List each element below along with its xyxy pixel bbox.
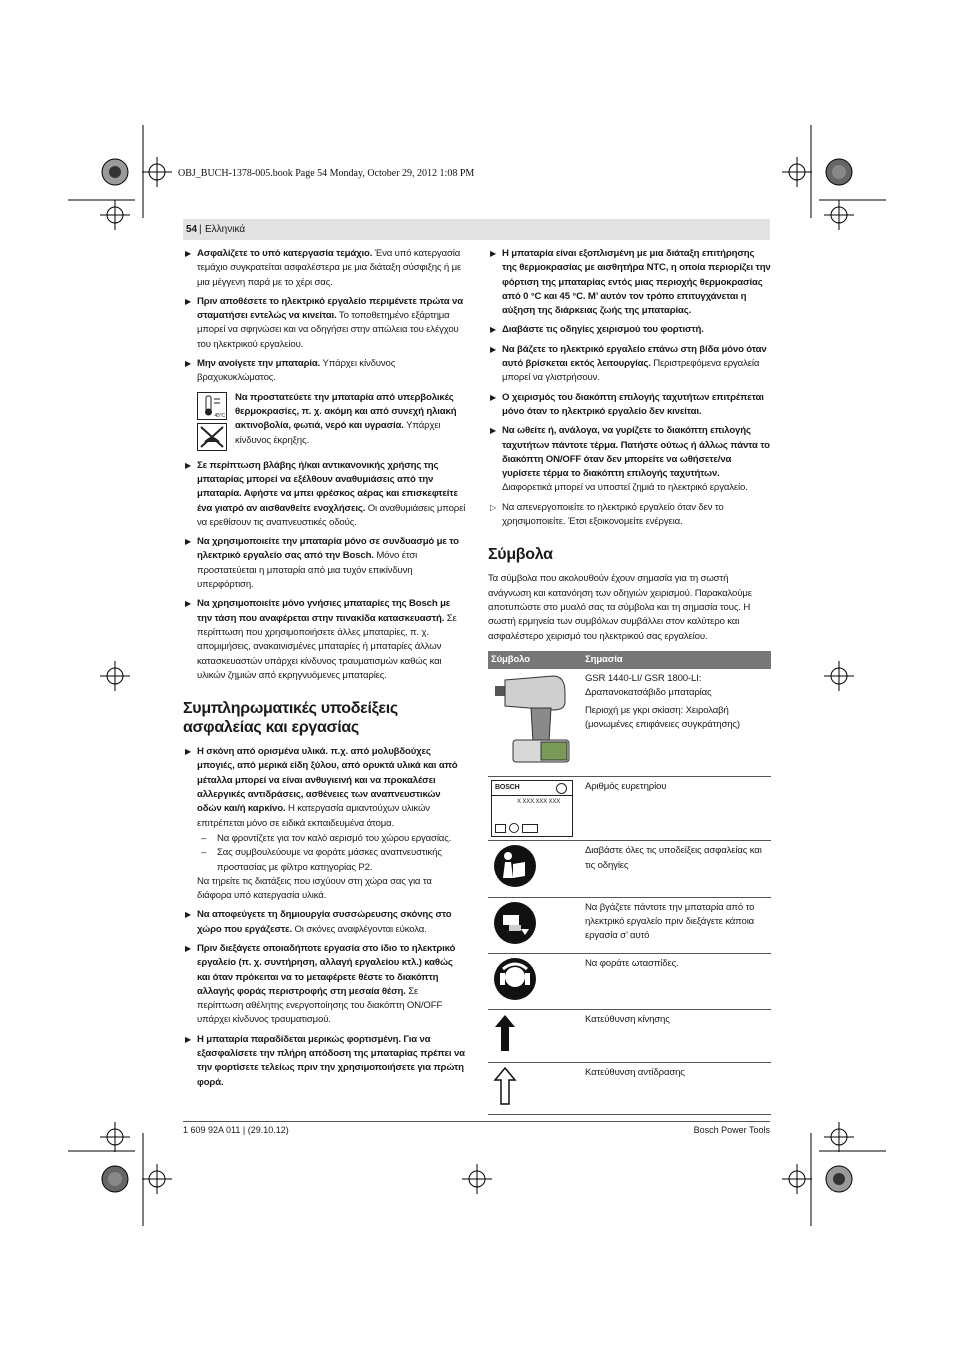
symbol-meaning: GSR 1440-LI/ GSR 1800-LI: Δραπανοκατσάβιδο μπαταρίας — [585, 673, 712, 699]
arrow-outline-icon — [488, 1062, 582, 1114]
symbol-meaning: Περιοχή με γκρι σκίαση: Χειρολαβή (μονωμένες επιφάνειες συγκράτησης) — [585, 704, 740, 731]
symbol-meaning: Κατεύθυνση αντίδρασης — [585, 1066, 685, 1078]
symbols-title: Σύμβολα — [488, 546, 553, 564]
page-number: 54 — [186, 224, 198, 235]
symbol-meaning: Διαβάστε όλες τις υποδείξεις ασφαλείας και τις οδηγίες — [585, 845, 762, 871]
list-item: ▷ Να απενεργοποιείτε το ηλεκτρικό εργαλείο όταν δεν το χρησιμοποιείτε. Έτσι εξοικονομείτε ενέργεια. — [490, 501, 724, 528]
left-column — [183, 247, 466, 1095]
read-manual-icon — [488, 841, 582, 897]
symbol-meaning: Αριθμός ευρετηρίου — [585, 781, 667, 793]
symbol-meaning: Να φοράτε ωτασπίδες. — [585, 958, 679, 970]
list-item: ▶ Να χρησιμοποιείτε την μπαταρία μόνο σε συνδυασμό με το ηλεκτρικό εργαλείο σας από την Bosch. Μόνο έτσι προστατεύεται η μπαταρία από μια τυχόν επικίνδυνη υπερφόρτιση. — [185, 536, 459, 591]
list-item: ▶ Πριν αποθέσετε το ηλεκτρικό εργαλείο περιμένετε πρώτα να σταματήσει εντελώς να κινείται. Το τοποθετημένο εξάρτημα μπορεί να σφηνώσει και να οδηγήσει στην απώλεια του ελέγχου του ηλεκτρικού εργαλείου. — [185, 295, 463, 350]
list-item: ▶ Ασφαλίζετε το υπό κατεργασία τεμάχιο. Ένα υπό κατεργασία τεμάχιο συγκρατείται ασφαλέστερα με μια διάταξη σύσφιξης ή με μια μέγγενη παρά με το χέρι σας. — [185, 248, 462, 288]
list-item: ▶ Διαβάστε τις οδηγίες χειρισμού του φορτιστή. — [490, 324, 704, 336]
nameplate-icon: BOSCH X XXX XXX XXX — [488, 777, 582, 841]
list-item: ▶ Να αποφεύγετε τη δημιουργία συσσώρευσης σκόνης στο χώρο που εργάζεστε. Οι σκόνες αναφλέγονται εύκολα. — [185, 909, 452, 935]
symbol-meaning: Να βγάζετε πάντοτε την μπαταρία από το ηλεκτρικό εργαλείο πριν διεξάγετε κάποια εργασία σ’ αυτό — [585, 901, 755, 942]
table-row — [488, 897, 771, 953]
footer-left: 1 609 92A 011 | (29.10.12) — [183, 1125, 289, 1135]
footer-right: Bosch Power Tools — [693, 1125, 770, 1135]
list-item: ▶ Σε περίπτωση βλάβης ή/και αντικανονικής χρήσης της μπαταρίας μπορεί να εξέλθουν αναθυμιάσεις από την μπαταρία. Αφήστε να μπει φρέσκος αέρας και επισκεφτείτε ένα γιατρό αν αισθανθείτε ενοχλήσεις. Οι αναθυμιάσεις μπορεί να ερεθίσουν τις αναπνευστικές οδούς. — [185, 459, 466, 528]
thermometer-icon: 45°C — [197, 392, 227, 420]
running-header: OBJ_BUCH-1378-005.book Page 54 Monday, October 29, 2012 1:08 PM — [178, 168, 475, 179]
footer-rule — [183, 1121, 770, 1122]
table-row — [488, 1062, 771, 1114]
dash-item: – Σας συμβουλεύουμε να φοράτε μάσκες αναπνευστικής προστασίας με φίλτρο κατηγορίας P2. — [201, 847, 442, 873]
dash-item: – Να φροντίζετε για τον καλό αερισμό του χώρου εργασίας. — [201, 832, 452, 844]
list-item: ▶ Η σκόνη από ορισμένα υλικά. π.χ. από μολυβδούχες μπογιές, από μερικά είδη ξύλου, από ορυκτά υλικά και από μέταλλα μπορεί να είναι ανθυγιεινή και να προκαλέσει αλλεργικές αντιδράσεις, ασθένειες των αναπνευστικών οδών και/ή καρκίνο. Η κατεργασία αμιαντούχων υλικών επιτρέπεται μόνο σε ειδικά εκπαιδευμένα άτομα. — [185, 746, 458, 829]
dust-note: Να τηρείτε τις διατάξεις που ισχύουν στη χώρα σας για τα διάφορα υπό κατεργασία υλικά. — [197, 875, 432, 902]
remove-battery-icon — [488, 897, 582, 953]
arrow-solid-icon — [488, 1010, 582, 1062]
symbols-intro: Τα σύμβολα που ακολουθούν έχουν σημασία για τη σωστή ανάγνωση και κατανόηση των οδηγιών χειρισμού. Παρακαλούμε αποτυπώστε στο μυαλό σας τα σύμβολα και τη σημασία τους. Η σωστή ερμηνεία των συμβόλων συμβάλλει στον καλύτερο και ασφαλέστερο χειρισμό του ηλεκτρικού σας εργαλείου. — [488, 573, 752, 642]
table-row — [488, 841, 771, 897]
section-title: Συμπληρωματικές υποδείξεις ασφαλείας και εργασίας — [183, 700, 398, 737]
ear-protection-icon — [488, 954, 582, 1010]
header-language: Ελληνικά — [205, 224, 246, 235]
list-item: ▶ Να ωθείτε ή, ανάλογα, να γυρίζετε το διακόπτη επιλογής ταχυτήτων πάντοτε τέρμα. Πατήστε ούτως ή άλλως πάντα το διακόπτη ON/OFF όταν δεν μπορείτε να ωθήσετε/να γυρίσετε τέρμα το διακόπτη επιλογής ταχυτήτων. Διαφορετικά μπορεί να υποστεί ζημιά το ηλεκτρικό εργαλείο. — [490, 425, 770, 494]
header-separator: | — [199, 224, 202, 235]
list-item: ▶ Να χρησιμοποιείτε μόνο γνήσιες μπαταρίες της Bosch με την τάση που αναφέρεται στην πινακίδα κατασκευαστή. Σε περίπτωση που χρησιμοποιήσετε άλλες μπαταρίες, π. χ. απομιμήσεις, ανακαινισμένες μπαταρίες ή μπαταρίες άλλων κατασκευαστών υπάρχει κίνδυνος τραυματισμών καθώς και υλικών ζημιών από εκρηγνυόμενες μπαταρίες. — [185, 598, 457, 681]
symbol-meaning: Κατεύθυνση κίνησης — [585, 1014, 670, 1026]
table-row — [488, 1010, 771, 1062]
list-item: ▶ Να βάζετε το ηλεκτρικό εργαλείο επάνω στη βίδα μόνο όταν αυτό βρίσκεται εκτός λειτουργίας. Περιστρεφόμενα εργαλεία μπορεί να γλιστρήσουν. — [490, 343, 767, 384]
table-row — [488, 669, 771, 777]
list-item: ▶ Ο χειρισμός του διακόπτη επιλογής ταχυτήτων επιτρέπεται μόνο όταν το ηλεκτρικό εργαλείο δεν κινείται. — [490, 391, 764, 417]
heat-warning: 45°C Να προστατεύετε την μπαταρία από υπερβολικές θερμοκρασίες, π. χ. ακόμη και από συνεχή ηλιακή ακτινοβολία, φωτιά, νερό και υγρασία. Υπάρχει κίνδυνος έκρηξης. — [183, 391, 466, 453]
page-header-bar — [183, 219, 770, 240]
no-water-icon — [197, 423, 227, 451]
list-item: ▶ Η μπαταρία παραδίδεται μερικώς φορτισμένη. Για να εξασφαλίσετε την πλήρη απόδοση της μπαταρίας πρέπει να την φορτίσετε τελείως πριν την χρησιμοποιήσετε για πρώτη φορά. — [185, 1033, 465, 1088]
list-item: ▶ Η μπαταρία είναι εξοπλισμένη με μια διάταξη επιτήρησης της θερμοκρασίας με αισθητήρα NTC, η οποία περιορίζει την φόρτιση της μπαταρίας εντός μιας περιοχής θερμοκρασίας από 0 °C και 45 °C. Μ’ αυτόν τον τρόπο επιτυγχάνεται η αύξηση της διάρκειας ζωής της μπαταρίας. — [490, 248, 771, 317]
list-item: ▶ Μην ανοίγετε την μπαταρία. Υπάρχει κίνδυνος βραχυκυκλώματος. — [185, 358, 396, 384]
table-header: Σύμβολο — [488, 651, 582, 669]
list-item: ▶ Πριν διεξάγετε οποιαδήποτε εργασία στο ίδιο το ηλεκτρικό εργαλείο (π. χ. συντήρηση, αλλαγή εργαλείου κτλ.) καθώς και όταν πρόκειται να το μεταφέρετε θέστε το διακόπτη αλλαγής φοράς περιστροφής στη μεσαία θέση. Σε περίπτωση αθέλητης ενεργοποίησης του διακόπτη ON/OFF υπάρχει κίνδυνος τραυματισμού. — [185, 942, 456, 1026]
table-header: Σημασία — [582, 651, 771, 669]
symbols-table — [488, 651, 771, 1115]
table-row — [488, 777, 771, 841]
table-row — [488, 954, 771, 1010]
right-column — [488, 247, 771, 1115]
drill-icon — [488, 669, 582, 777]
